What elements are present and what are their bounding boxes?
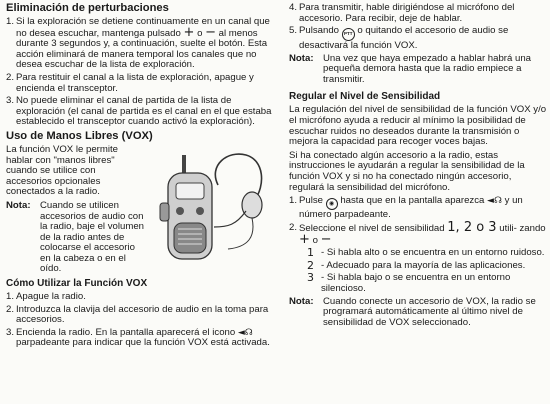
vox-description: La función VOX le permite hablar con "manos libres" cuando se utilice con accesorios opcionales conectados a la radio.: [6, 143, 118, 198]
heading-vox: Uso de Manos Libres (VOX): [6, 129, 153, 142]
elim-step-2: 2. Para restituir el canal a la lista de exploración, apague y encienda el transceptor.: [6, 71, 254, 94]
sensitivity-levels: 1, 2 o 3: [447, 220, 497, 235]
sensibilidad-paragraph-1: La regulación del nivel de sensibilidad de la función VOX y/o el micrófono ayuda a reducir al mínimo la posibilidad de escuchar ruidos no deseados durante la transmisión o mejora la capacidad para recoger voces bajas.: [289, 104, 547, 148]
radio-headset-illustration-icon: [148, 145, 270, 263]
plus-button-icon: +: [299, 231, 310, 247]
vox-step-3: 3. Encienda la radio. En la pantalla aparecerá el icono ◄☊ parpadeante para indicar que la función VOX está activada.: [6, 326, 270, 349]
vox-section: [6, 145, 272, 275]
minus-button-icon: −: [320, 231, 332, 247]
sens-step-1: 1. Pulse ◉ hasta que en la pantalla aparezca ◄☊ y un número parpadeante.: [289, 195, 523, 221]
sensibilidad-paragraph-2: Si ha conectado algún accesorio a la radio, estas instrucciones le ayudarán a regular la sensibilidad de la función VOX y si no ha conectado ningún accesorio, regulará la sensibilidad del micrófono.: [289, 149, 525, 193]
sens-step-2: 2. Seleccione el nivel de sensibilidad 1, 2 o 3 utili- zando + o −: [289, 220, 546, 247]
right-column: [289, 0, 547, 331]
minus-button-icon: −: [205, 24, 216, 40]
heading-como-vox: Cómo Utilizar la Función VOX: [6, 278, 148, 290]
level-2: 2 - Adecuado para la mayoría de las aplicaciones.: [307, 258, 526, 272]
vox-step-1: 1. Apague la radio.: [6, 291, 86, 303]
vox-note: Nota: Cuando se utilicen accesorios de audio con la radio, baje el volumen de la radio antes de colocarse el accesorio en la cabeza o en el oído.: [6, 199, 144, 275]
level-1: 1 - Si habla alto o se encuentra en un entorno ruidoso.: [307, 246, 545, 260]
ptt-button-icon: PTT: [342, 28, 355, 41]
left-column: [6, 0, 272, 351]
vox-step-4: 4. Para transmitir, hable dirigiéndose al micrófono del accesorio. Para recibir, deje de hablar.: [289, 2, 515, 24]
heading-eliminacion: Eliminación de perturbaciones: [6, 2, 169, 14]
plus-button-icon: +: [183, 24, 195, 40]
heading-sensibilidad: Regular el Nivel de Sensibilidad: [289, 91, 441, 103]
vox-accessory-note: Nota: Cuando conecte un accesorio de VOX, la radio se programará automáticamente al último nivel de sensibilidad de VOX seleccionado.: [289, 295, 536, 328]
vox-icon: ◄☊: [487, 196, 502, 207]
transmit-note: Nota: Una vez que haya empezado a hablar habrá una pequeña demora hasta que la radio empiece a transmitir.: [289, 52, 532, 85]
vox-step-5: 5. Pulsando PTT o quitando el accesorio de audio se desactivará la función VOX.: [289, 25, 509, 51]
level-3: 3 - Si habla bajo o se encuentra en un entorno silencioso.: [307, 271, 511, 294]
elim-step-3: 3. No puede eliminar el canal de partida de la lista de exploración (el canal de partida es el canal en el que estaba establecido el transceptor cuando activó la exploración).: [6, 95, 272, 128]
elim-step-1: 1. Si la exploración se detiene continuamente en un canal que no desea escuchar, mantenga pulsado + o − al menos durante 3 segundos y, a continuación, suelte el botón. Esta acción eliminará de manera temporal los canales que no desea escuchar de la lista de exploración.: [6, 16, 270, 71]
vox-icon: ◄☊: [237, 327, 253, 338]
menu-button-icon: ◉: [326, 198, 338, 210]
vox-step-2: 2. Introduzca la clavija del accesorio de audio en la toma para accesorios.: [6, 303, 269, 326]
